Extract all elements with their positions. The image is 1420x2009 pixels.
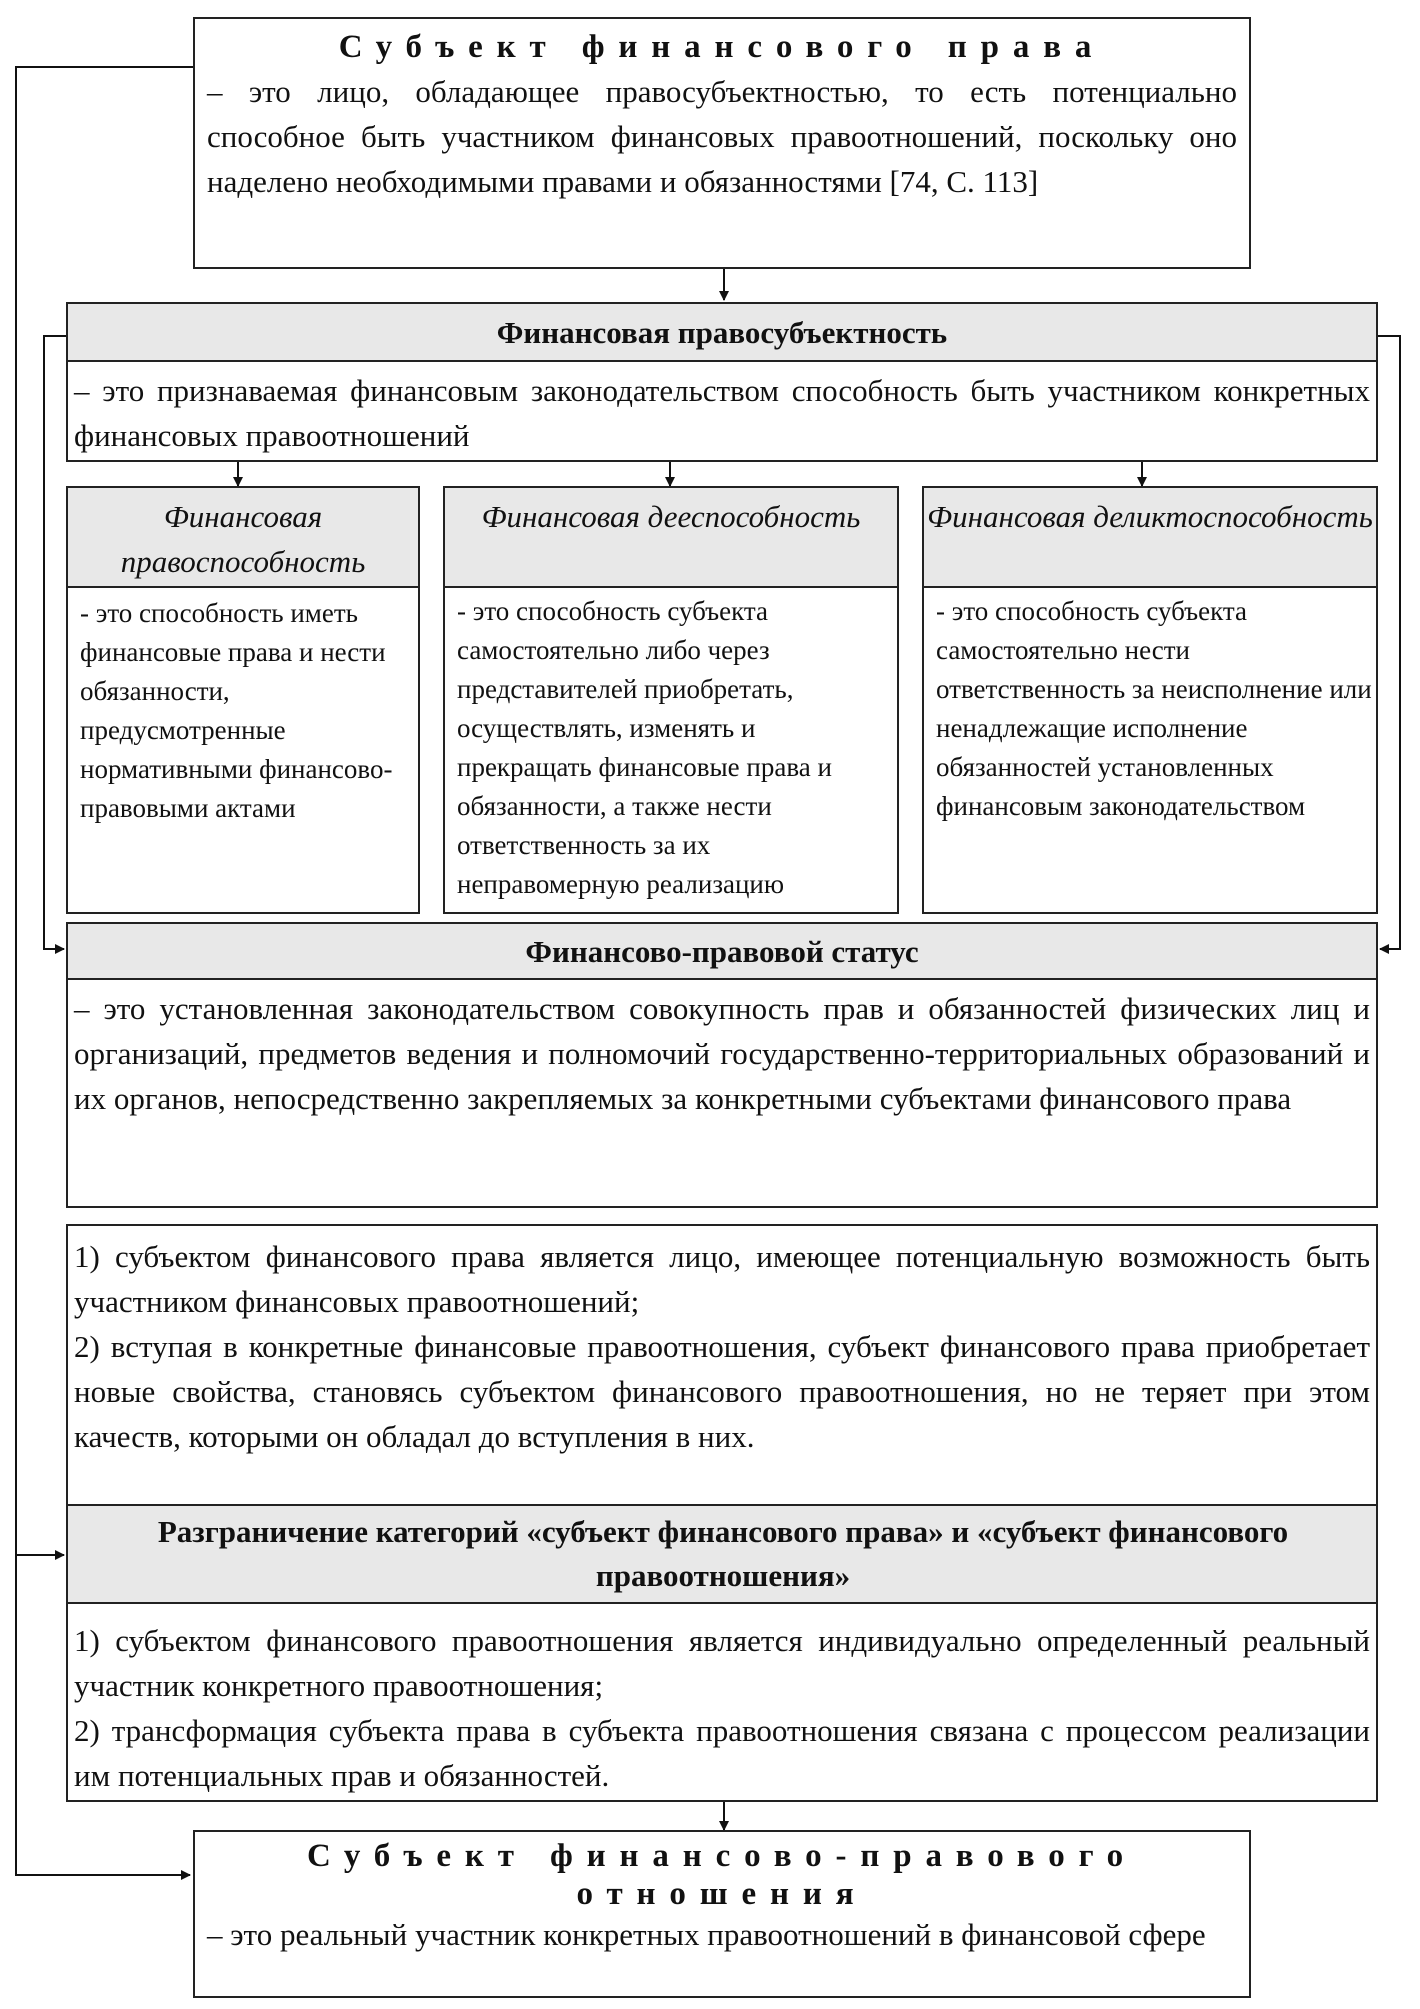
distinction-point-bottom-1: 1) субъектом финансового правоотношения является индивидуально определенный реальный участник конкретного правоотношения;: [74, 1623, 1370, 1703]
status-title: Финансово-правовой статус: [525, 934, 919, 969]
subject-relation-title-1: Субъект финансово-правового: [306, 1838, 1138, 1874]
capacity-title: Финансовая правосубъектность: [496, 315, 948, 350]
status-box: [66, 922, 1378, 1208]
sub-box-2: [443, 486, 899, 914]
sub-box-1: [66, 486, 420, 914]
arrow-capacity-left-to-status: [44, 336, 68, 949]
subject-law-title: Субъект финансового права: [338, 29, 1106, 65]
sub-box-3-title: Финансовая деликтоспособность: [927, 499, 1373, 534]
capacity-text: – это признаваемая финансовым законодательством способность быть участником конкретных финансовых правоотношений: [74, 373, 1370, 453]
distinction-title: Разграничение категорий «субъект финансового права» и «субъект финансового правоотношения»: [157, 1514, 1289, 1593]
distinction-box: [66, 1224, 1378, 1802]
sub-box-3-text: - это способность субъекта самостоятельно нести ответственность за неисполнение или ненадлежащие исполнение обязанностей установленных финансовым законодательством: [936, 596, 1372, 821]
subject-relation-text: – это реальный участник конкретных правоотношений в финансовой сфере: [207, 1917, 1206, 1952]
distinction-point-top-2: 2) вступая в конкретные финансовые правоотношения, субъект финансового права приобретает новые свойства, становясь субъектом финансового правоотношения, но не теряет при этом качеств, которыми он обладал до вступления в них.: [74, 1329, 1370, 1454]
distinction-point-bottom-2: 2) трансформация субъекта права в субъекта правоотношения связана с процессом реализации им потенциальных прав и обязанностей.: [74, 1713, 1370, 1793]
distinction-point-top-1: 1) субъектом финансового права является лицо, имеющее потенциальную возможность быть участником финансовых правоотношений;: [74, 1239, 1370, 1319]
sub-box-1-text: - это способность иметь финансовые права и нести обязанности, предусмотренные нормативными финансово-правовыми актами: [80, 598, 393, 823]
arrow-capacity-right-to-status: [1376, 336, 1400, 949]
subject-law-text: – это лицо, обладающее правосубъектностью, то есть потенциально способное быть участником финансовых правоотношений, поскольку оно наделено необходимыми правами и обязанностями [74, С. 113]: [207, 74, 1237, 199]
status-text: – это установленная законодательством совокупность прав и обязанностей физических лиц и организаций, предметов ведения и полномочий государственно-территориальных образований и их органов, непосредственно закрепляемых за конкретными субъектами финансового права: [74, 991, 1370, 1116]
subject-relation-title-2: отношения: [576, 1876, 868, 1912]
capacity-box: [66, 302, 1378, 462]
sub-box-2-title: Финансовая дееспособность: [481, 499, 861, 534]
sub-box-3: [922, 486, 1378, 914]
sub-box-2-text: - это способность субъекта самостоятельно либо через представителей приобретать, осуществлять, изменять и прекращать финансовые права и обязанности, а также нести ответственность за их неправомерную реализацию: [457, 596, 832, 899]
subject-relation-box: [193, 1830, 1251, 1998]
sub-box-1-title: Финансовая правоспособность: [120, 499, 366, 579]
subject-law-box: [193, 17, 1251, 269]
